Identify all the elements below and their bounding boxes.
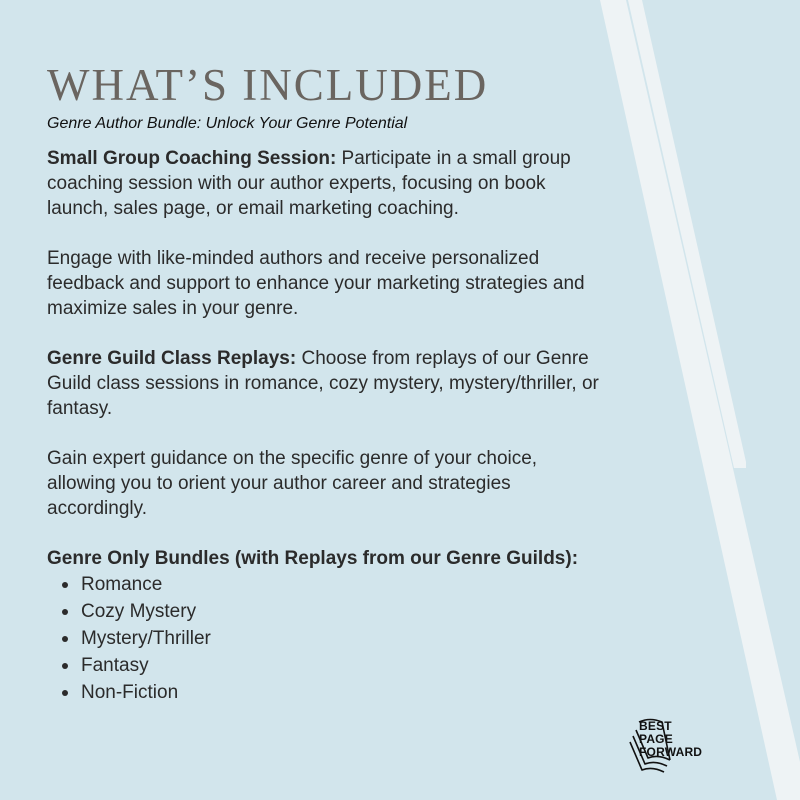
list-item: Non-Fiction [81, 679, 607, 706]
bundles-heading: Genre Only Bundles (with Replays from our Genre Guilds): [47, 548, 579, 569]
bundles-list [47, 571, 607, 706]
list-item: Fantasy [81, 652, 607, 679]
logo-line-3: FORWARD [639, 745, 703, 759]
brand-logo [639, 720, 702, 759]
logo-line-1: BEST [639, 719, 672, 733]
page-subtitle: Genre Author Bundle: Unlock Your Genre Potential [47, 115, 408, 132]
list-item: Cozy Mystery [81, 598, 607, 625]
logo-line-2: PAGE [639, 732, 673, 746]
body-text [47, 146, 607, 706]
coaching-paragraph [47, 146, 607, 221]
list-item: Mystery/Thriller [81, 625, 607, 652]
coaching-text: Participate in a small group coaching session with our author experts, focusing on book launch, sales page, or email marketing coaching. [47, 148, 571, 219]
stripe-long [600, 0, 800, 800]
page-title: WHAT’S INCLUDED [47, 60, 489, 110]
stripe-short [628, 0, 746, 468]
replays-label: Genre Guild Class Replays: [47, 348, 297, 369]
replays-followup: Gain expert guidance on the specific genre of your choice, allowing you to orient your author career and strategies accordingly. [47, 448, 538, 519]
replays-text: Choose from replays of our Genre Guild class sessions in romance, cozy mystery, mystery/thriller, or fantasy. [47, 348, 599, 419]
replays-paragraph [47, 346, 607, 421]
coaching-label: Small Group Coaching Session: [47, 148, 337, 169]
list-item: Romance [81, 571, 607, 598]
coaching-followup: Engage with like-minded authors and receive personalized feedback and support to enhance your marketing strategies and maximize sales in your genre. [47, 248, 585, 319]
